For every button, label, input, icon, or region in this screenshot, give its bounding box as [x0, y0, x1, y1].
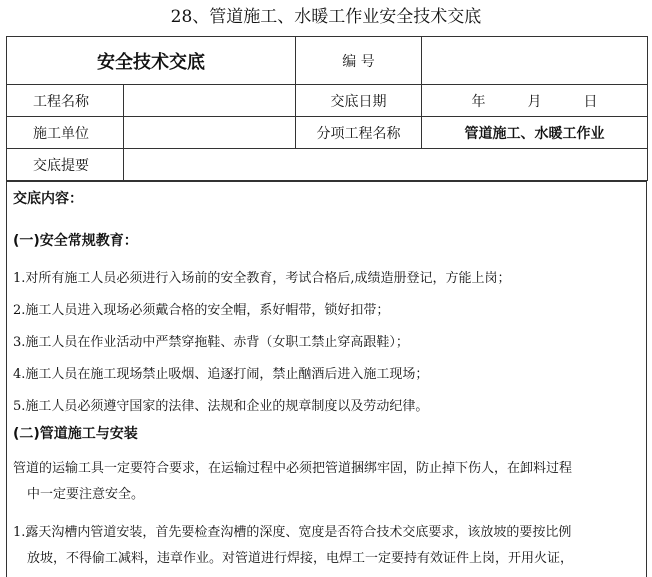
section1-item-1: 1.对所有施工人员必须进行入场前的安全教育，考试合格后,成绩造册登记，方能上岗； [13, 271, 511, 286]
date-value[interactable] [422, 85, 648, 117]
date-day: 日 [583, 93, 598, 110]
header-row-unit [7, 117, 648, 149]
number-value[interactable] [422, 37, 648, 85]
summary-value[interactable] [124, 149, 648, 181]
date-label: 交底日期 [296, 85, 422, 117]
section1-item-3: 3.施工人员在作业活动中严禁穿拖鞋、赤背（女职工禁止穿高跟鞋）； [13, 335, 409, 350]
section2-intro-line2: 中一定要注意安全。 [27, 487, 145, 502]
section2-title: (二)管道施工与安装 [13, 426, 138, 442]
header-row-title [7, 37, 648, 85]
summary-label: 交底提要 [7, 149, 124, 181]
date-year: 年 [471, 93, 486, 110]
sub-project-label: 分项工程名称 [296, 117, 422, 149]
project-name-label: 工程名称 [7, 85, 124, 117]
document-title: 28、管道施工、水暖工作业安全技术交底 [170, 7, 482, 27]
date-month: 月 [527, 93, 542, 110]
sub-project-value: 管道施工、水暖工作业 [422, 117, 648, 149]
section2-item1-line2: 放坡，不得偷工减料，违章作业。对管道进行焊接，电焊工一定要持有效证件上岗，开用火证， [27, 551, 574, 566]
content-box [6, 181, 647, 577]
section2-item1-line1: 1.露天沟槽内管道安装，首先要检查沟槽的深度、宽度是否符合技术交底要求，该放坡的要按比例 [13, 525, 572, 540]
header-row-project [7, 85, 648, 117]
header-table [6, 36, 648, 181]
section2-intro-line1: 管道的运输工具一定要符合要求，在运输过程中必须把管道捆绑牢固，防止掉下伤人，在卸料过程 [13, 461, 573, 476]
content-heading: 交底内容： [13, 191, 83, 207]
section1-item-2: 2.施工人员进入现场必须戴合格的安全帽，系好帽带，锁好扣带； [13, 303, 390, 318]
unit-value[interactable] [124, 117, 296, 149]
project-name-value[interactable] [124, 85, 296, 117]
header-row-summary [7, 149, 648, 181]
section1-item-4: 4.施工人员在施工现场禁止吸烟、追逐打闹，禁止酗酒后进入施工现场； [13, 367, 429, 382]
unit-label: 施工单位 [7, 117, 124, 149]
number-label: 编 号 [296, 37, 422, 85]
section1-title: (一)安全常规教育： [13, 233, 138, 249]
main-title: 安全技术交底 [7, 37, 296, 85]
section1-item-5: 5.施工人员必须遵守国家的法律、法规和企业的规章制度以及劳动纪律。 [13, 399, 429, 414]
